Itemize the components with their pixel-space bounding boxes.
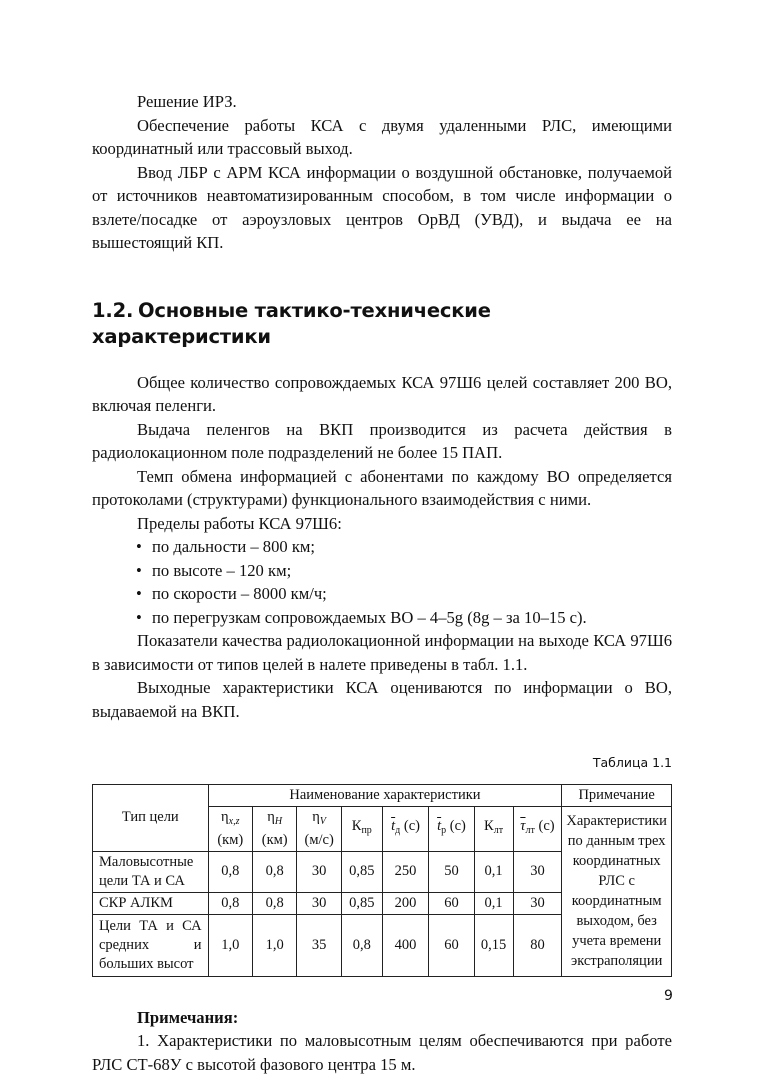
header-note: Примечание: [562, 784, 672, 806]
body-paragraph-3: Темп обмена информацией с абонентами по каждому ВО определяется протоколами (структурами) функционального взаимодействия с ними.: [92, 466, 672, 509]
table-header-row: [93, 784, 672, 806]
symbol: $\overline{\tau}$: [520, 818, 526, 834]
header-k-lt: [474, 806, 513, 851]
table-cell: 35: [297, 914, 342, 976]
body-paragraph-4: Показатели качества радиолокационной информации на выходе КСА 97Ш6 в зависимости от типов целей в налете приведены в табл. 1.1.: [92, 631, 672, 674]
symbol: $\overline{t}$: [437, 818, 442, 834]
table-cell: 0,85: [341, 892, 382, 914]
symbol-subscript: лт: [493, 825, 504, 836]
header-eta-h: [252, 806, 296, 851]
table-cell: 0,8: [252, 892, 296, 914]
symbol: К: [351, 818, 362, 834]
page-number: 9: [664, 988, 673, 1004]
table-cell: 80: [513, 914, 562, 976]
table-caption: Таблица 1.1: [592, 755, 672, 770]
unit: (км): [217, 831, 244, 848]
unit: (с): [449, 818, 466, 834]
header-tau-lt: [513, 806, 562, 851]
table-cell: 0,1: [474, 851, 513, 892]
table-cell: 1,0: [252, 914, 296, 976]
table-cell: 0,8: [208, 851, 252, 892]
list-item: • по дальности – 800 км;: [92, 535, 672, 559]
body-paragraph-1: Общее количество сопровождаемых КСА 97Ш6 целей составляет 200 ВО, включая пеленги.: [92, 372, 672, 415]
table-cell: 0,8: [341, 914, 382, 976]
section-number: 1.2.: [92, 298, 134, 322]
symbol-subscript: V: [319, 815, 326, 827]
section-heading: [92, 298, 672, 350]
page-content: [92, 90, 672, 1076]
list-item: • по высоте – 120 км;: [92, 559, 672, 583]
target-name: СКР АЛКМ: [93, 892, 209, 914]
table-cell: 200: [382, 892, 429, 914]
table-cell: 0,1: [474, 892, 513, 914]
intro-paragraph-3: Ввод ЛБР с АРМ КСА информации о воздушной обстановке, получаемой от источников неавтоматизированным способом, в том числе информации о взлете/посадке от аэроузловых центров ОрВД (УВД), и выдача ее на вышестоящий КП.: [92, 162, 672, 252]
table-cell: 0,85: [341, 851, 382, 892]
target-name: Цели ТА и СА средних и больших высот: [93, 914, 209, 976]
table-cell: 30: [513, 851, 562, 892]
table-cell: 30: [297, 851, 342, 892]
table-cell: 60: [429, 892, 474, 914]
table-cell: 30: [297, 892, 342, 914]
list-item: • по перегрузкам сопровождаемых ВО – 4–5g (8g – за 10–15 с).: [92, 606, 672, 630]
notes-title: Примечания:: [137, 1007, 239, 1027]
intro-paragraph-1: Решение ИРЗ.: [137, 92, 237, 111]
table-cell: 0,8: [252, 851, 296, 892]
list-item: • по скорости – 8000 км/ч;: [92, 582, 672, 606]
limits-list: [92, 535, 672, 629]
symbol-subscript: лт: [525, 825, 535, 836]
symbol: $\overline{t}$: [391, 818, 396, 834]
note-cell: Характеристики по данным трех координатных РЛС с координатным выходом, без учета времени экстраполяции: [562, 806, 672, 976]
symbol-subscript: x,z: [228, 815, 240, 827]
unit: (с): [538, 818, 555, 834]
table-cell: 50: [429, 851, 474, 892]
header-characteristic-group: Наименование характеристики: [208, 784, 562, 806]
body-paragraph-2: Выдача пеленгов на ВКП производится из расчета действия в радиолокационном поле подразделений не более 15 ПАП.: [92, 419, 672, 462]
table-cell: 1,0: [208, 914, 252, 976]
header-k-pr: [341, 806, 382, 851]
symbol: К: [484, 818, 494, 834]
characteristics-table: [92, 784, 672, 977]
unit: (км): [261, 831, 288, 848]
header-eta-v: [297, 806, 342, 851]
header-t-d: [382, 806, 429, 851]
symbol-subscript: д: [395, 825, 401, 836]
table-cell: 0,15: [474, 914, 513, 976]
header-target-type: Тип цели: [93, 784, 209, 851]
unit: (с): [403, 818, 420, 834]
header-t-r: [429, 806, 474, 851]
body-paragraph-5: Выходные характеристики КСА оцениваются по информации о ВО, выдаваемой на ВКП.: [92, 678, 672, 721]
table-cell: 0,8: [208, 892, 252, 914]
table-cell: 250: [382, 851, 429, 892]
symbol-subscript: H: [274, 815, 283, 827]
symbol: η: [312, 808, 320, 825]
table-cell: 60: [429, 914, 474, 976]
unit: (м/с): [304, 831, 334, 848]
header-eta-xz: [208, 806, 252, 851]
symbol-subscript: пр: [361, 825, 372, 836]
limits-title: Пределы работы КСА 97Ш6:: [137, 513, 342, 533]
symbol: η: [221, 808, 229, 825]
table-cell: 400: [382, 914, 429, 976]
target-name: Маловысотные цели ТА и СА: [93, 851, 209, 892]
note-1: 1. Характеристики по маловысотным целям обеспечиваются при работе РЛС СТ-68У с высотой фазового центра 15 м.: [92, 1031, 672, 1074]
section-title: Основные тактико-технические характеристики: [92, 298, 491, 348]
table-cell: 30: [513, 892, 562, 914]
intro-paragraph-2: Обеспечение работы КСА с двумя удаленными РЛС, имеющими координатный или трассовый выход.: [92, 115, 672, 158]
symbol-subscript: р: [441, 825, 447, 836]
symbol: η: [267, 808, 275, 825]
